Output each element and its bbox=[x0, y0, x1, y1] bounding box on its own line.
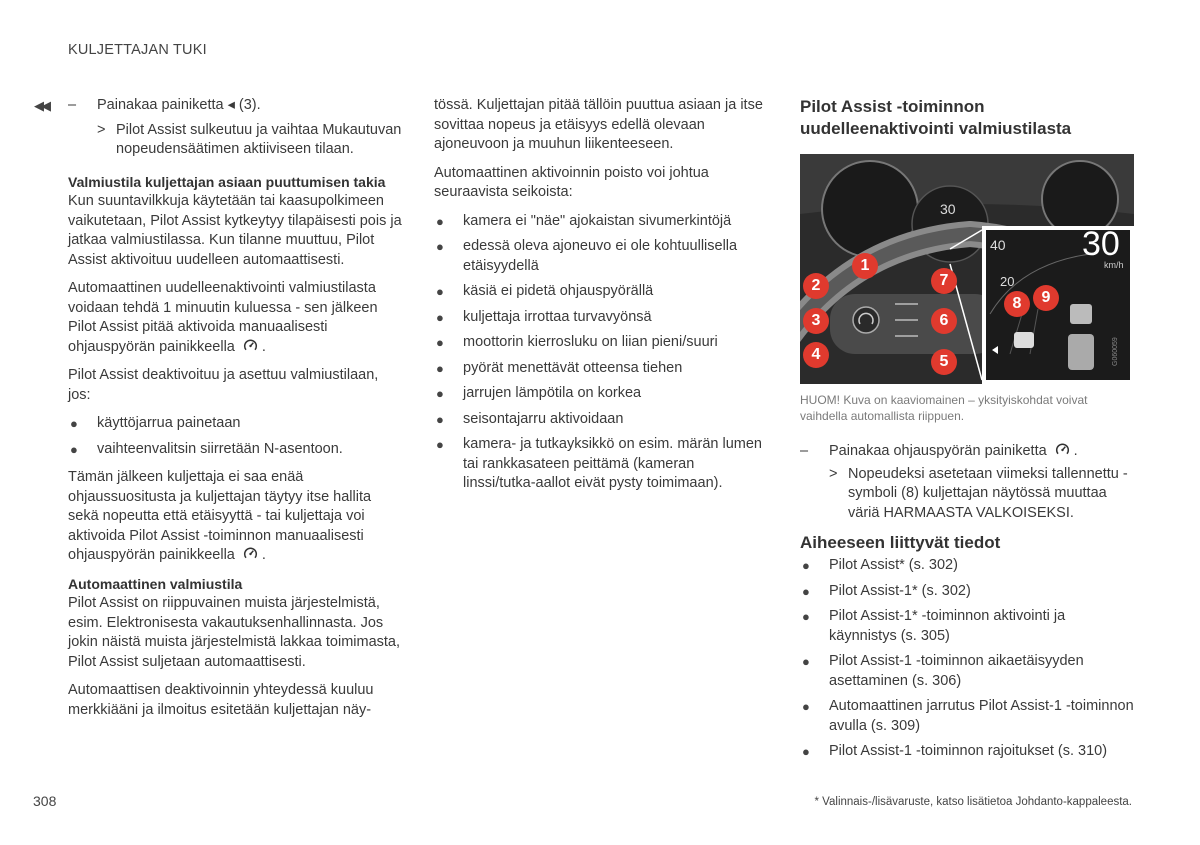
dash-item bbox=[68, 96, 403, 116]
list-item: ● vaihteenvalitsin siirretään N-asentoon. bbox=[70, 440, 343, 457]
scale-label-40: 40 bbox=[990, 237, 1006, 253]
callout-8: 8 bbox=[1004, 291, 1030, 317]
callout-2: 2 bbox=[803, 273, 829, 299]
page-number: 308 bbox=[33, 793, 57, 809]
list-item: ● kamera ei "näe" ajokaistan sivumerkintöjä bbox=[436, 212, 732, 229]
figure-code: G060059 bbox=[1112, 337, 1119, 366]
list-item: ● käyttöjarrua painetaan bbox=[70, 415, 241, 431]
section-heading: Automaattinen valmiustila bbox=[68, 575, 243, 592]
figure-caption: HUOM! Kuva on kaaviomainen – yksityiskohdat voivat vaihdella automallista riippuen. bbox=[800, 393, 1088, 423]
related-heading: Aiheeseen liittyvät tiedot bbox=[800, 533, 1001, 552]
callout-1: 1 bbox=[852, 253, 878, 279]
column-3 bbox=[800, 96, 1135, 771]
scale-label-20: 20 bbox=[1000, 274, 1015, 289]
dash-marker: – bbox=[800, 443, 809, 459]
column-2 bbox=[434, 96, 764, 503]
paragraph: Automaattisen deaktivoinnin yhteydessä kuuluu merkkiääni ja ilmoitus esitetään kuljettajan näy- bbox=[68, 682, 374, 718]
dashboard-drawing bbox=[800, 154, 1134, 384]
result-marker: > bbox=[829, 465, 838, 482]
related-link[interactable]: ● Automaattinen jarrutus Pilot Assist-1 -toiminnon avulla (s. 309) bbox=[802, 698, 1134, 734]
footnote: * Valinnais-/lisävaruste, katso lisätietoa Johdanto-kappaleesta. bbox=[814, 796, 1132, 808]
paragraph-text: Automaattinen uudelleenaktivointi valmiustilasta voidaan tehdä 1 minuutin kuluessa - sen jälkeen Pilot Assist pitää aktivoida manuaalisesti ohjauspyörän painikkeella bbox=[68, 280, 378, 355]
dash-marker: – bbox=[68, 97, 77, 113]
list-item: ● moottorin kierrosluku on liian pieni/suuri bbox=[436, 334, 718, 350]
callout-9: 9 bbox=[1033, 285, 1059, 311]
related-link[interactable]: ● Pilot Assist-1* (s. 302) bbox=[802, 582, 971, 599]
result-marker: > bbox=[97, 121, 106, 138]
callout-5: 5 bbox=[931, 349, 957, 375]
section-heading: Pilot Assist -toiminnon uudelleenaktivointi valmiustilasta bbox=[800, 97, 1072, 138]
dash-item: – Painakaa ohjauspyörän painiketta . bbox=[800, 442, 1135, 462]
bullet-list bbox=[68, 414, 403, 459]
list-item: ● seisontajarru aktivoidaan bbox=[436, 410, 624, 427]
running-header: KULJETTAJAN TUKI bbox=[68, 42, 207, 58]
list-item: ● pyörät menettävät otteensa tiehen bbox=[436, 359, 683, 376]
paragraph: Kun suuntavilkkuja käytetään tai kaasupolkimeen vaikutetaan, Pilot Assist kytkeytyy tilapäisesti pois ja jatkaa valmiustilassa. Kun tilanne muuttuu, Pilot Assist aktivoituu uudelleen automaattisesti. bbox=[68, 193, 402, 268]
paragraph: Automaattinen aktivoinnin poisto voi johtua seuraavista seikoista: bbox=[434, 164, 709, 200]
pilot-assist-steering-button-icon bbox=[243, 338, 258, 353]
result-item bbox=[68, 121, 403, 160]
paragraph: Pilot Assist on riippuvainen muista järjestelmistä, esim. Elektronisesta vakautuksenhallinnasta. Jos jokin näistä muista järjestelmistä lakkaa toimimasta, Pilot Assist suljetaan automaattisesti. bbox=[68, 595, 401, 670]
related-link[interactable]: ● Pilot Assist-1* -toiminnon aktivointi ja käynnistys (s. 305) bbox=[802, 608, 1066, 644]
paragraph: Tämän jälkeen kuljettaja ei saa enää ohjaussuositusta ja kuljettajan täytyy itse hallita sekä nopeutta että etäisyyttä - tai kuljettaja voi aktivoida Pilot Assist -toiminnon manuaalisesti ohjauspyörän painikkeella . bbox=[68, 469, 372, 563]
list-item: ● jarrujen lämpötila on korkea bbox=[436, 385, 642, 401]
paragraph: Automaattinen uudelleenaktivointi valmiustilasta voidaan tehdä 1 minuutin kuluessa - sen jälkeen Pilot Assist pitää aktivoida manuaalisesti ohjauspyörän painikkeella . bbox=[68, 280, 378, 355]
paragraph: Pilot Assist deaktivoituu ja asettuu valmiustilaan, jos: bbox=[68, 367, 379, 403]
dash-item-text: Painakaa ohjauspyörän painiketta bbox=[829, 443, 1047, 459]
pilot-assist-steering-button-icon bbox=[1055, 442, 1070, 457]
list-item: ● edessä oleva ajoneuvo ei ole kohtuullisella etäisyydellä bbox=[436, 238, 738, 274]
callout-7: 7 bbox=[931, 268, 957, 294]
bullet-list bbox=[434, 212, 764, 494]
result-text: Pilot Assist sulkeutuu ja vaihtaa Mukautuvan nopeudensäätimen aktiiviseen tilaan. bbox=[116, 121, 402, 157]
paragraph: tössä. Kuljettajan pitää tällöin puuttua asiaan ja itse sovittaa nopeus ja etäisyys edellä olevaan ajoneuvoon ja muuhun liikenteeseen. bbox=[434, 97, 763, 152]
list-item: ● käsiä ei pidetä ohjauspyörällä bbox=[436, 283, 654, 299]
zoom-speed-unit: km/h bbox=[1104, 260, 1124, 270]
callout-3: 3 bbox=[803, 308, 829, 334]
result-text: Nopeudeksi asetetaan viimeksi tallennettu - symboli (8) kuljettajan näytössä muuttaa väriä HARMAASTA VALKOISEKSI. bbox=[848, 465, 1128, 521]
callout-4: 4 bbox=[803, 342, 829, 368]
related-link[interactable]: ● Pilot Assist* (s. 302) bbox=[802, 557, 958, 573]
zoom-speed-value: 30 bbox=[1082, 225, 1120, 263]
column-1 bbox=[68, 96, 403, 729]
paragraph-text: Tämän jälkeen kuljettaja ei saa enää ohjaussuositusta ja kuljettajan täytyy itse hallita sekä nopeutta että etäisyyttä - tai kuljettaja voi aktivoida Pilot Assist -toiminnon manuaalisesti ohjauspyörän painikkeella bbox=[68, 469, 372, 563]
section-heading: Valmiustila kuljettajan asiaan puuttumisen takia bbox=[68, 173, 386, 190]
dash-item-text: Painakaa painiketta ◂ (3). bbox=[97, 97, 261, 113]
small-speed-value: 30 bbox=[940, 201, 956, 217]
pilot-assist-steering-button-icon bbox=[243, 546, 258, 561]
related-link[interactable]: ● Pilot Assist-1 -toiminnon aikaetäisyyden asettaminen (s. 306) bbox=[802, 653, 1084, 689]
dashboard-illustration bbox=[800, 154, 1134, 384]
result-item bbox=[800, 465, 1135, 524]
related-link[interactable]: ● Pilot Assist-1 -toiminnon rajoitukset (s. 310) bbox=[802, 743, 1108, 759]
list-item: ● kuljettaja irrottaa turvavyönsä bbox=[436, 308, 652, 325]
list-item: ● kamera- ja tutkayksikkö on esim. märän lumen tai rankkasateen peittämä (kameran linssi/tutka-aallot eivät pysty toimimaan). bbox=[436, 436, 762, 491]
callout-6: 6 bbox=[931, 308, 957, 334]
double-left-arrow-icon[interactable]: ◀◀ bbox=[34, 98, 48, 113]
related-list bbox=[800, 556, 1135, 762]
